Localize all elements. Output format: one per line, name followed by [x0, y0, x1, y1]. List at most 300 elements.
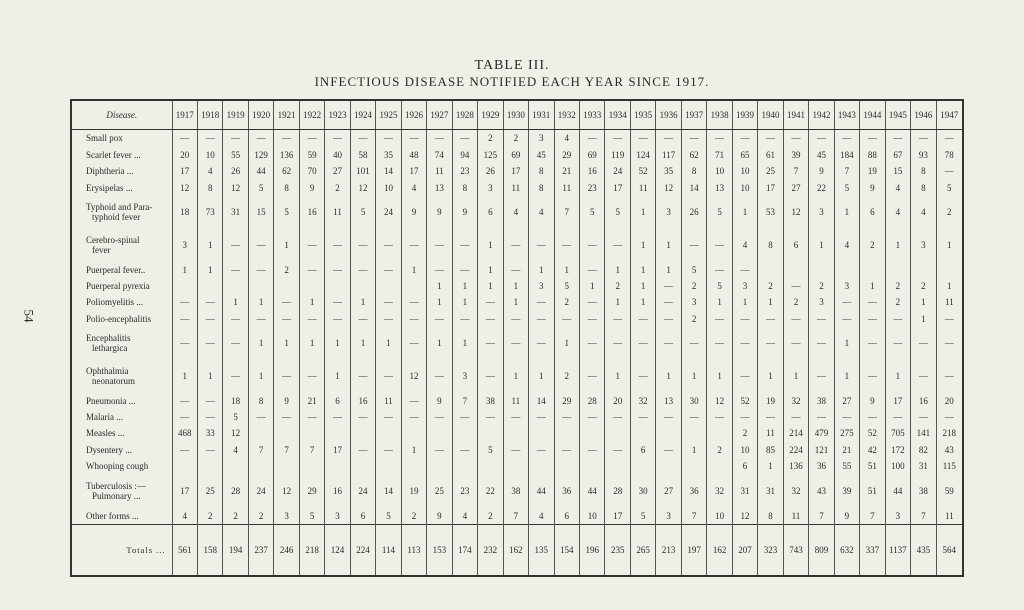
table-cell: —: [580, 261, 605, 277]
table-cell: 6: [350, 507, 375, 524]
table-cell: —: [681, 327, 706, 360]
table-cell: 52: [860, 425, 885, 441]
table-cell: 5: [223, 409, 248, 425]
table-cell: —: [630, 310, 655, 326]
table-cell: —: [580, 442, 605, 458]
table-row: [72, 261, 962, 277]
table-cell: 12: [223, 425, 248, 441]
total-cell: 113: [401, 525, 426, 576]
table-cell: 11: [630, 179, 655, 195]
table-cell: 44: [248, 163, 273, 179]
table-cell: 5: [580, 196, 605, 229]
table-cell: 2: [809, 278, 834, 294]
table-cell: —: [248, 229, 273, 262]
table-cell: 2: [783, 294, 808, 310]
table-cell: —: [860, 360, 885, 393]
table-cell: —: [681, 409, 706, 425]
table-cell: 3: [274, 507, 299, 524]
table-cell: 479: [809, 425, 834, 441]
table-cell: 2: [885, 278, 910, 294]
table-cell: —: [299, 360, 324, 393]
table-cell: 1: [911, 310, 936, 326]
year-column-header: 1922: [299, 101, 324, 130]
table-cell: 1: [758, 360, 783, 393]
table-cell: 88: [860, 147, 885, 163]
table-cell: [529, 458, 554, 474]
table-cell: 31: [732, 474, 757, 507]
table-cell: 1: [299, 327, 324, 360]
table-cell: —: [911, 409, 936, 425]
table-cell: [630, 425, 655, 441]
table-cell: —: [427, 130, 452, 147]
table-cell: —: [554, 229, 579, 262]
table-cell: —: [707, 310, 732, 326]
table-cell: —: [452, 130, 477, 147]
table-cell: 9: [860, 392, 885, 408]
table-cell: 17: [172, 474, 197, 507]
table-cell: —: [376, 360, 401, 393]
table-cell: 9: [427, 392, 452, 408]
table-cell: 69: [580, 147, 605, 163]
disease-column-header: Disease.: [72, 101, 172, 130]
table-cell: —: [681, 229, 706, 262]
disease-name: Small pox: [86, 133, 123, 144]
table-cell: 6: [325, 392, 350, 408]
disease-name: Tuberculosis :— Pulmonary ...: [86, 480, 146, 501]
table-cell: 27: [325, 163, 350, 179]
table-cell: 1: [325, 360, 350, 393]
disease-name: Encephalitis lethargica: [86, 333, 131, 354]
year-column-header: 1926: [401, 101, 426, 130]
year-column-header: 1947: [936, 101, 962, 130]
table-cell: —: [936, 327, 962, 360]
table-cell: —: [809, 327, 834, 360]
table-cell: 1: [274, 327, 299, 360]
total-cell: 435: [911, 525, 936, 576]
table-cell: 1: [325, 327, 350, 360]
table-cell: —: [656, 409, 681, 425]
table-cell: [223, 278, 248, 294]
table-row: [72, 179, 962, 195]
table-cell: 26: [681, 196, 706, 229]
table-cell: 5: [936, 179, 962, 195]
table-cell: 1: [529, 261, 554, 277]
table-cell: 13: [427, 179, 452, 195]
table-cell: —: [809, 409, 834, 425]
table-cell: 30: [681, 392, 706, 408]
table-cell: 7: [809, 507, 834, 524]
table-cell: —: [783, 130, 808, 147]
table-cell: —: [299, 310, 324, 326]
table-cell: 4: [554, 130, 579, 147]
table-cell: 31: [758, 474, 783, 507]
table-cell: 9: [274, 392, 299, 408]
table-cell: —: [350, 409, 375, 425]
table-cell: [197, 278, 222, 294]
table-cell: 9: [401, 196, 426, 229]
table-cell: [325, 425, 350, 441]
table-cell: 53: [758, 196, 783, 229]
total-cell: 124: [325, 525, 350, 576]
table-cell: 15: [885, 163, 910, 179]
disease-name: Measles ...: [86, 428, 125, 439]
table-cell: —: [580, 130, 605, 147]
table-cell: 1: [936, 278, 962, 294]
table-cell: 1: [197, 261, 222, 277]
total-cell: 114: [376, 525, 401, 576]
table-cell: —: [529, 409, 554, 425]
table-cell: 16: [911, 392, 936, 408]
year-column-header: 1927: [427, 101, 452, 130]
table-cell: 1: [834, 327, 859, 360]
table-cell: 17: [325, 442, 350, 458]
table-cell: 172: [885, 442, 910, 458]
table-cell: —: [350, 360, 375, 393]
table-cell: 1: [554, 327, 579, 360]
table-cell: —: [783, 409, 808, 425]
table-cell: 4: [452, 507, 477, 524]
table-cell: 224: [783, 442, 808, 458]
table-cell: —: [656, 310, 681, 326]
table-cell: —: [554, 409, 579, 425]
table-cell: 8: [758, 507, 783, 524]
table-cell: —: [197, 327, 222, 360]
table-cell: 6: [860, 196, 885, 229]
year-column-header: 1937: [681, 101, 706, 130]
table-cell: —: [885, 310, 910, 326]
table-cell: 8: [681, 163, 706, 179]
table-cell: —: [707, 409, 732, 425]
table-cell: 12: [401, 360, 426, 393]
table-cell: 10: [197, 147, 222, 163]
table-cell: —: [630, 409, 655, 425]
table-cell: 71: [707, 147, 732, 163]
table-cell: [299, 425, 324, 441]
table-cell: [452, 458, 477, 474]
table-cell: 11: [554, 179, 579, 195]
table-row: [72, 327, 962, 360]
table-cell: 55: [834, 458, 859, 474]
table-cell: 1: [452, 278, 477, 294]
table-cell: 3: [529, 130, 554, 147]
table-cell: 5: [248, 179, 273, 195]
total-cell: 809: [809, 525, 834, 576]
table-cell: 5: [707, 278, 732, 294]
table-cell: 17: [605, 179, 630, 195]
total-cell: 135: [529, 525, 554, 576]
table-cell: —: [172, 130, 197, 147]
table-cell: 3: [681, 294, 706, 310]
table-cell: —: [605, 130, 630, 147]
table-cell: 1: [758, 294, 783, 310]
table-cell: 115: [936, 458, 962, 474]
table-cell: —: [503, 229, 528, 262]
table-cell: 20: [172, 147, 197, 163]
table-cell: 141: [911, 425, 936, 441]
table-cell: 1: [732, 196, 757, 229]
table-cell: 9: [427, 507, 452, 524]
table-cell: 42: [860, 442, 885, 458]
table-cell: —: [605, 409, 630, 425]
total-cell: 224: [350, 525, 375, 576]
table-cell: [350, 458, 375, 474]
table-cell: 2: [707, 442, 732, 458]
table-cell: 21: [299, 392, 324, 408]
table-cell: 4: [503, 196, 528, 229]
table-cell: 1: [783, 360, 808, 393]
year-column-header: 1932: [554, 101, 579, 130]
table-cell: 32: [707, 474, 732, 507]
table-cell: 8: [911, 179, 936, 195]
table-cell: 19: [758, 392, 783, 408]
table-cell: 1: [656, 360, 681, 393]
table-cell: —: [834, 294, 859, 310]
table-cell: —: [478, 310, 503, 326]
table-cell: 16: [299, 196, 324, 229]
table-cell: 2: [681, 310, 706, 326]
table-cell: 1: [681, 360, 706, 393]
table-cell: 1: [656, 261, 681, 277]
table-cell: 62: [274, 163, 299, 179]
table-cell: —: [707, 261, 732, 277]
table-cell: —: [401, 327, 426, 360]
table-cell: 4: [223, 442, 248, 458]
table-cell: 17: [605, 507, 630, 524]
table-cell: —: [376, 310, 401, 326]
table-cell: 28: [605, 474, 630, 507]
table-cell: 1: [248, 327, 273, 360]
table-cell: [299, 458, 324, 474]
table-cell: —: [452, 409, 477, 425]
table-cell: 2: [325, 179, 350, 195]
table-cell: 1: [605, 294, 630, 310]
total-cell: 158: [197, 525, 222, 576]
table-cell: [554, 458, 579, 474]
table-cell: —: [707, 327, 732, 360]
table-cell: —: [452, 442, 477, 458]
table-cell: 1: [478, 278, 503, 294]
table-cell: —: [274, 409, 299, 425]
table-cell: 1: [911, 294, 936, 310]
table-cell: 27: [834, 392, 859, 408]
year-column-header: 1925: [376, 101, 401, 130]
table-cell: 51: [860, 458, 885, 474]
table-cell: 22: [809, 179, 834, 195]
total-cell: 337: [860, 525, 885, 576]
year-column-header: 1938: [707, 101, 732, 130]
table-cell: 3: [911, 229, 936, 262]
table-cell: —: [732, 310, 757, 326]
table-cell: 5: [376, 507, 401, 524]
table-cell: [376, 278, 401, 294]
table-cell: 1: [554, 261, 579, 277]
table-cell: 12: [350, 179, 375, 195]
table-cell: 2: [554, 360, 579, 393]
table-cell: 43: [936, 442, 962, 458]
table-cell: —: [376, 130, 401, 147]
table-cell: —: [630, 327, 655, 360]
table-cell: [503, 425, 528, 441]
total-cell: 196: [580, 525, 605, 576]
table-cell: —: [478, 409, 503, 425]
table-cell: 1: [885, 229, 910, 262]
table-cell: 1: [350, 327, 375, 360]
table-cell: [936, 261, 962, 277]
table-cell: 3: [529, 278, 554, 294]
table-cell: 36: [554, 474, 579, 507]
table-cell: 67: [885, 147, 910, 163]
table-cell: 5: [554, 278, 579, 294]
table-row: [72, 196, 962, 229]
table-cell: 59: [299, 147, 324, 163]
table-cell: —: [299, 229, 324, 262]
table-cell: [707, 425, 732, 441]
table-row: [72, 147, 962, 163]
table-cell: 20: [605, 392, 630, 408]
table-cell: 1: [758, 458, 783, 474]
table-cell: —: [860, 294, 885, 310]
table-cell: 184: [834, 147, 859, 163]
disease-name: Cerebro-spinal fever: [86, 234, 140, 255]
table-cell: 25: [197, 474, 222, 507]
table-cell: 16: [580, 163, 605, 179]
table-cell: 5: [350, 196, 375, 229]
total-cell: 564: [936, 525, 962, 576]
year-column-header: 1931: [529, 101, 554, 130]
table-cell: —: [376, 294, 401, 310]
totals-label: Totals ...: [72, 525, 172, 576]
table-cell: —: [630, 360, 655, 393]
table-cell: 2: [936, 196, 962, 229]
table-cell: —: [758, 310, 783, 326]
table-cell: —: [860, 409, 885, 425]
table-cell: 26: [223, 163, 248, 179]
year-column-header: 1921: [274, 101, 299, 130]
table-cell: 8: [274, 179, 299, 195]
table-cell: 125: [478, 147, 503, 163]
table-cell: 1: [401, 261, 426, 277]
table-cell: 1: [630, 229, 655, 262]
table-cell: 62: [681, 147, 706, 163]
table-cell: —: [580, 229, 605, 262]
table-cell: —: [427, 261, 452, 277]
table-cell: [529, 425, 554, 441]
table-cell: 1: [248, 360, 273, 393]
table-cell: 8: [248, 392, 273, 408]
year-column-header: 1923: [325, 101, 350, 130]
table-cell: —: [427, 310, 452, 326]
table-cell: [681, 458, 706, 474]
year-column-header: 1943: [834, 101, 859, 130]
table-cell: [758, 261, 783, 277]
table-cell: —: [197, 392, 222, 408]
table-cell: 1: [376, 327, 401, 360]
table-cell: [681, 425, 706, 441]
table-cell: —: [248, 261, 273, 277]
table-cell: 2: [401, 507, 426, 524]
table-cell: 11: [503, 179, 528, 195]
table-cell: —: [732, 360, 757, 393]
table-cell: 6: [630, 442, 655, 458]
table-cell: 21: [554, 163, 579, 179]
table-cell: 4: [529, 196, 554, 229]
table-cell: —: [936, 130, 962, 147]
table-cell: —: [325, 261, 350, 277]
year-column-header: 1940: [758, 101, 783, 130]
table-cell: —: [630, 130, 655, 147]
table-cell: —: [172, 409, 197, 425]
table-cell: 3: [732, 278, 757, 294]
table-cell: 38: [503, 474, 528, 507]
table-cell: —: [656, 278, 681, 294]
table-cell: 7: [248, 442, 273, 458]
table-cell: 44: [529, 474, 554, 507]
table-cell: —: [299, 409, 324, 425]
table-cell: —: [707, 130, 732, 147]
header-row: [72, 101, 962, 130]
table-cell: 74: [427, 147, 452, 163]
table-cell: 1: [197, 229, 222, 262]
table-cell: 1: [350, 294, 375, 310]
table-cell: —: [936, 310, 962, 326]
total-cell: 197: [681, 525, 706, 576]
table-cell: —: [299, 130, 324, 147]
table-cell: 2: [554, 294, 579, 310]
table-cell: 3: [809, 196, 834, 229]
table-cell: 11: [936, 294, 962, 310]
table-cell: 9: [834, 507, 859, 524]
table-cell: —: [350, 229, 375, 262]
table-row: [72, 294, 962, 310]
table-cell: 5: [478, 442, 503, 458]
table-cell: [580, 425, 605, 441]
table-cell: 22: [478, 474, 503, 507]
table-row: [72, 229, 962, 262]
table-cell: 5: [630, 507, 655, 524]
table-cell: —: [274, 310, 299, 326]
table-cell: —: [325, 130, 350, 147]
table-cell: 1: [427, 294, 452, 310]
table-cell: 8: [452, 179, 477, 195]
table-cell: —: [860, 327, 885, 360]
table-cell: 93: [911, 147, 936, 163]
table-cell: 2: [274, 261, 299, 277]
table-cell: [707, 458, 732, 474]
table-cell: [834, 261, 859, 277]
table-cell: 3: [656, 196, 681, 229]
table-cell: 94: [452, 147, 477, 163]
table-cell: —: [758, 409, 783, 425]
table-cell: 17: [172, 163, 197, 179]
table-row: [72, 278, 962, 294]
table-cell: —: [172, 294, 197, 310]
table-cell: —: [834, 310, 859, 326]
total-cell: 153: [427, 525, 452, 576]
table-cell: 2: [248, 507, 273, 524]
table-cell: 7: [452, 392, 477, 408]
disease-name: Erysipelas ...: [86, 182, 133, 193]
table-cell: —: [376, 229, 401, 262]
table-cell: —: [885, 327, 910, 360]
table-cell: —: [197, 294, 222, 310]
table-cell: 10: [707, 163, 732, 179]
table-cell: 8: [529, 163, 554, 179]
table-cell: [274, 278, 299, 294]
table-cell: —: [936, 409, 962, 425]
table-cell: —: [656, 130, 681, 147]
table-cell: —: [401, 392, 426, 408]
table-cell: —: [936, 163, 962, 179]
